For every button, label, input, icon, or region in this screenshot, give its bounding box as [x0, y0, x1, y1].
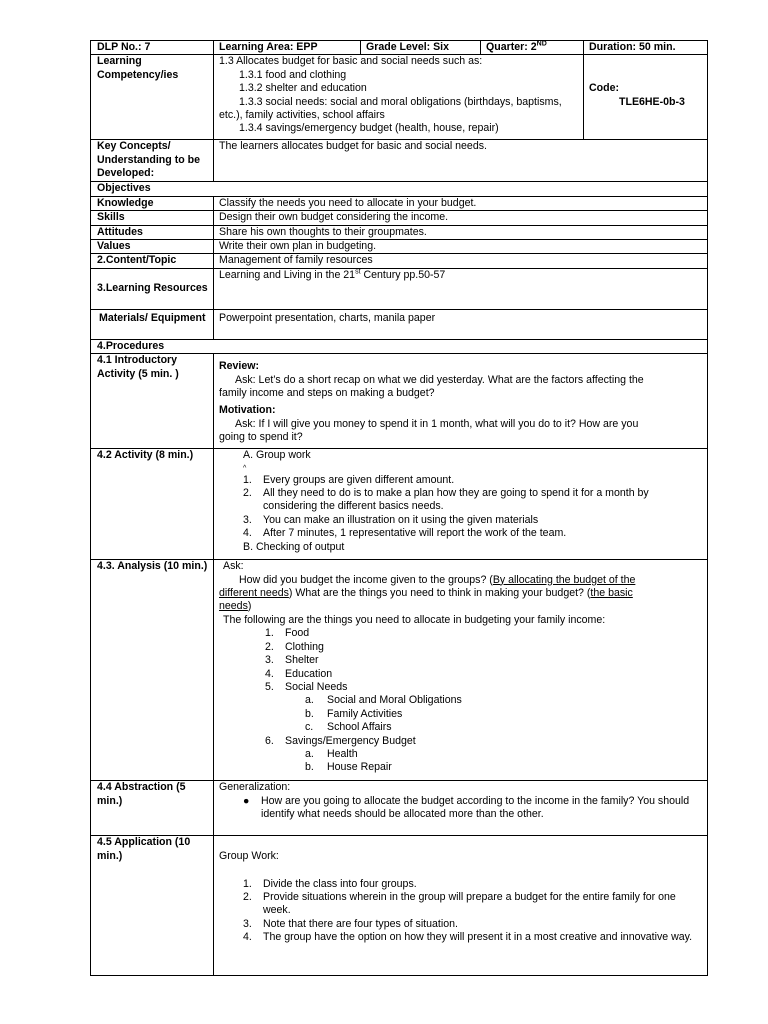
materials-row: [91, 309, 708, 339]
grade-level: Grade Level: Six: [361, 41, 481, 55]
list-item: 6. Savings/Emergency Budget a. Health b. House Repair: [265, 735, 702, 775]
objective-row: [91, 196, 708, 210]
abstraction-list: [241, 795, 702, 822]
list-item: c. School Affairs: [305, 721, 392, 734]
intro-row: [91, 354, 708, 449]
objective-row: [91, 211, 708, 225]
objective-label: Skills: [91, 211, 214, 225]
list-item: 2. Clothing: [265, 640, 324, 653]
application-list: [243, 878, 702, 945]
content-label: 2.Content/Topic: [91, 254, 214, 268]
objective-row: [91, 225, 708, 239]
list-item: b. Family Activities: [305, 707, 403, 720]
list-item: ● How are you going to allocate the budget according to the income in the family? You should identify what needs should be allocated more than the other.: [243, 794, 690, 821]
resources-label: 3.Learning Resources: [91, 268, 214, 309]
objectives-label: Objectives: [91, 182, 708, 196]
analysis-text: Ask: How did you budget the income given to the groups? (By allocating the budget of the different needs) What are the things you need to think in making your budget? (the basic needs) The following are the things you need to allocate in budgeting your family income: 1. Food 2. Clothing 3. Shelter 4. Education 5. Social Needs a. Social and Moral Obligations b. Family Activities c. School Affairs 6. Savings/Emergency Budget a. Health b. House Repair: [214, 560, 708, 781]
objective-text: Share his own thoughts to their groupmates.: [214, 225, 708, 239]
application-text: Group Work: 1. Divide the class into four groups. 2. Provide situations wherein in the group will prepare a budget for the entire family for one week. 3. Note that there are four types of situation. 4. The group have the option on how they will present it in a most creative and innovative way.: [214, 836, 708, 976]
intro-label: 4.1 Introductory Activity (5 min. ): [91, 354, 214, 449]
competency-text: 1.3 Allocates budget for basic and social needs such as: 1.3.1 food and clothing 1.3.2 shelter and education 1.3.3 social needs: social and moral obligations (birthdays, baptisms, etc.), family activities, school affairs 1.3.4 savings/emergency budget (health, house, repair): [214, 55, 584, 140]
application-row: [91, 836, 708, 976]
abstraction-row: [91, 781, 708, 836]
list-item: a. Social and Moral Obligations: [305, 694, 462, 707]
key-concepts-row: [91, 140, 708, 182]
activity-row: [91, 449, 708, 560]
social-needs-sublist: [305, 694, 702, 734]
list-item: 1. Every groups are given different amount.: [243, 473, 455, 486]
list-item: 3. You can make an illustration on it using the given materials: [243, 513, 539, 526]
list-item: 5. Social Needs a. Social and Moral Obligations b. Family Activities c. School Affairs: [265, 681, 702, 735]
resources-text: Learning and Living in the 21st Century pp.50-57: [214, 268, 708, 309]
duration: Duration: 50 min.: [584, 41, 708, 55]
application-label: 4.5 Application (10 min.): [91, 836, 214, 976]
needs-list: [265, 627, 702, 774]
key-concepts-label: Key Concepts/ Understanding to be Developed:: [91, 140, 214, 182]
objective-row: [91, 240, 708, 254]
activity-label: 4.2 Activity (8 min.): [91, 449, 214, 560]
list-item: 2. All they need to do is to make a plan how they are going to spend it for a month by considering the different basics needs.: [243, 487, 649, 513]
savings-sublist: [305, 748, 702, 775]
materials-text: Powerpoint presentation, charts, manila paper: [214, 309, 708, 339]
analysis-row: [91, 560, 708, 781]
list-item: 3. Shelter: [265, 654, 319, 667]
objective-text: Design their own budget considering the income.: [214, 211, 708, 225]
objective-label: Attitudes: [91, 225, 214, 239]
objectives-row: [91, 182, 708, 196]
analysis-label: 4.3. Analysis (10 min.): [91, 560, 214, 781]
list-item: b. House Repair: [305, 761, 392, 774]
activity-list: [243, 474, 702, 541]
abstraction-text: Generalization: ● How are you going to allocate the budget according to the income in the family? You should identify what needs should be allocated more than the other.: [214, 781, 708, 836]
list-item: a. Health: [305, 747, 358, 760]
list-item: 4. After 7 minutes, 1 representative will report the work of the team.: [243, 527, 567, 540]
key-concepts-text: The learners allocates budget for basic and social needs.: [214, 140, 708, 182]
list-item: 1. Divide the class into four groups.: [243, 877, 417, 890]
competency-label: Learning Competency/ies: [91, 55, 214, 140]
abstraction-label: 4.4 Abstraction (5 min.): [91, 781, 214, 836]
lesson-plan-table: [90, 40, 708, 976]
list-item: 4. The group have the option on how they will present it in a most creative and innovative way.: [243, 931, 693, 944]
content-text: Management of family resources: [214, 254, 708, 268]
intro-text: Review: Ask: Let’s do a short recap on what we did yesterday. What are the factors affecting the family income and steps on making a budget? Motivation: Ask: If I will give you money to spend it in 1 month, what will you do to it? How are you going to spend it?: [214, 354, 708, 449]
objective-text: Classify the needs you need to allocate in your budget.: [214, 196, 708, 210]
list-item: 4. Education: [265, 667, 333, 680]
content-row: [91, 254, 708, 268]
objective-text: Write their own plan in budgeting.: [214, 240, 708, 254]
header-row: [91, 41, 708, 55]
activity-text: A. Group work ^ 1. Every groups are given different amount. 2. All they need to do is to make a plan how they are going to spend it for a month by considering the different basics needs. 3. You can make an illustration on it using the given materials 4. After 7 minutes, 1 representative will report the work of the team. B. Checking of output: [214, 449, 708, 560]
competency-code: Code: TLE6HE-0b-3: [584, 55, 708, 140]
materials-label: Materials/ Equipment: [91, 309, 214, 339]
learning-area: Learning Area: EPP: [214, 41, 361, 55]
resources-row: [91, 268, 708, 309]
objective-label: Values: [91, 240, 214, 254]
dlp-number: DLP No.: 7: [91, 41, 214, 55]
list-item: 2. Provide situations wherein in the group will prepare a budget for the entire family for one week.: [243, 891, 676, 917]
quarter: Quarter: 2ND: [481, 41, 584, 55]
list-item: 1. Food: [265, 627, 310, 640]
competency-row: [91, 55, 708, 140]
procedures-row: [91, 339, 708, 353]
objective-label: Knowledge: [91, 196, 214, 210]
procedures-label: 4.Procedures: [91, 339, 708, 353]
list-item: 3. Note that there are four types of situation.: [243, 917, 458, 930]
